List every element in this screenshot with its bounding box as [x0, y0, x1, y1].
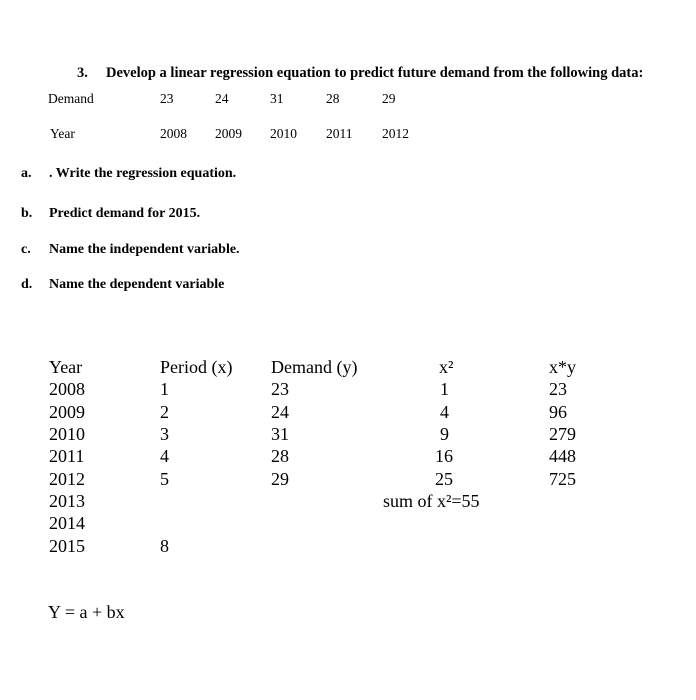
year-cell: 2012 — [49, 469, 85, 489]
demand-label: Demand — [48, 91, 94, 106]
year-value: 2012 — [382, 126, 409, 141]
xy-cell: 96 — [549, 402, 567, 422]
period-cell: 2 — [160, 402, 169, 422]
header-demand: Demand (y) — [271, 357, 358, 377]
subquestion-b: Predict demand for 2015. — [49, 206, 201, 221]
regression-formula: Y = a + bx — [48, 602, 125, 622]
x-squared-cell: 9 — [440, 424, 449, 444]
xy-cell: 448 — [549, 446, 576, 466]
period-cell: 5 — [160, 469, 169, 489]
xy-cell: 279 — [549, 424, 576, 444]
demand-cell: 28 — [271, 446, 289, 466]
subquestion-label-d: d. — [21, 277, 33, 292]
question-text: Develop a linear regression equation to predict future demand from the following data: — [106, 65, 644, 81]
demand-cell: 29 — [271, 469, 289, 489]
year-cell: 2015 — [49, 536, 85, 556]
period-cell: 8 — [160, 536, 169, 556]
year-value: 2011 — [326, 126, 353, 141]
year-cell: 2013 — [49, 491, 85, 511]
year-value: 2010 — [270, 126, 297, 141]
period-cell: 3 — [160, 424, 169, 444]
year-cell: 2011 — [49, 446, 85, 466]
x-squared-cell: 1 — [440, 379, 449, 399]
header-year: Year — [49, 357, 83, 377]
xy-cell: 725 — [549, 469, 576, 489]
demand-value: 23 — [160, 91, 174, 106]
subquestion-c: Name the independent variable. — [49, 242, 240, 257]
year-cell: 2009 — [49, 402, 85, 422]
demand-cell: 23 — [271, 379, 289, 399]
subquestion-label-a: a. — [21, 166, 32, 181]
year-value: 2008 — [160, 126, 187, 141]
demand-value: 28 — [326, 91, 340, 106]
subquestion-label-c: c. — [21, 242, 31, 257]
demand-value: 29 — [382, 91, 396, 106]
x-squared-cell: 4 — [440, 402, 449, 422]
year-cell: 2008 — [49, 379, 85, 399]
x-squared-cell: 16 — [435, 446, 453, 466]
header-xy: x*y — [549, 357, 576, 377]
year-value: 2009 — [215, 126, 242, 141]
period-cell: 1 — [160, 379, 169, 399]
sum-note: sum of x²=55 — [383, 491, 480, 511]
period-cell: 4 — [160, 446, 169, 466]
year-cell: 2010 — [49, 424, 85, 444]
year-cell: 2014 — [49, 513, 85, 533]
x-squared-cell: 25 — [435, 469, 453, 489]
demand-value: 31 — [270, 91, 284, 106]
year-label: Year — [50, 126, 75, 141]
subquestion-label-b: b. — [21, 206, 33, 221]
xy-cell: 23 — [549, 379, 567, 399]
subquestion-a: . Write the regression equation. — [49, 166, 237, 181]
header-x-squared: x² — [439, 357, 454, 377]
demand-value: 24 — [215, 91, 229, 106]
demand-cell: 24 — [271, 402, 289, 422]
header-period: Period (x) — [160, 357, 233, 377]
question-number: 3. — [77, 65, 88, 81]
demand-cell: 31 — [271, 424, 289, 444]
subquestion-d: Name the dependent variable — [49, 277, 225, 292]
